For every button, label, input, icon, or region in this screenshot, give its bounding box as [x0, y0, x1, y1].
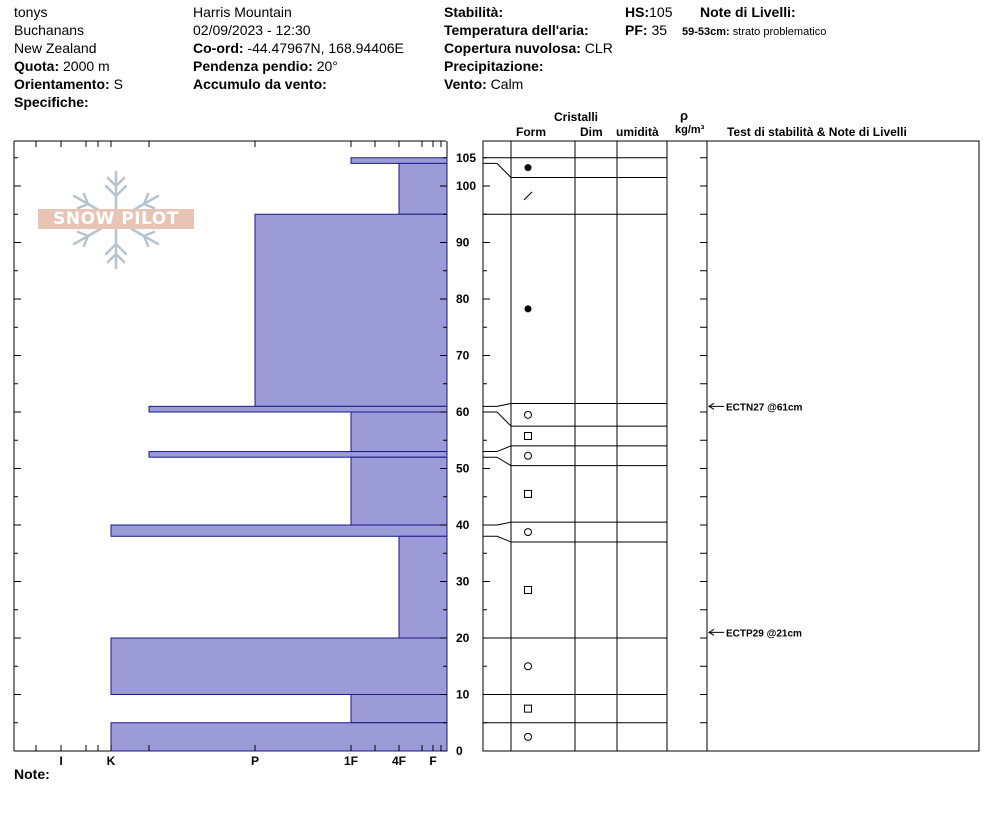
hardness-bar-4 — [351, 412, 447, 452]
hs-label: HS: — [625, 4, 650, 20]
layer-note-range: 59-53cm: — [682, 26, 730, 38]
y-tick-label-40: 40 — [456, 518, 470, 532]
x-tick-label-4F: 4F — [391, 754, 407, 768]
density-symbol: ρ — [680, 108, 689, 123]
y-tick-label-0: 0 — [456, 744, 463, 758]
rounded-crystal-icon-3 — [525, 411, 532, 418]
faceted-crystal-icon-8 — [525, 586, 532, 593]
hardness-bar-1 — [399, 163, 447, 214]
slope-value: 20° — [316, 58, 338, 74]
rounded-crystal-icon-9 — [525, 663, 532, 670]
y-tick-label-105: 105 — [456, 150, 477, 165]
country: New Zealand — [14, 40, 97, 56]
decomposing-crystal-icon-1 — [524, 192, 532, 200]
stability-label: Stabilità: — [444, 4, 504, 20]
x-tick-label-F: F — [429, 754, 437, 768]
wind-loading-label: Accumulo da vento: — [193, 76, 327, 92]
x-tick-label-I: I — [59, 754, 63, 768]
hs-value: 105 — [649, 4, 673, 20]
y-tick-label-30: 30 — [456, 574, 470, 589]
hardness-bar-5 — [149, 452, 447, 458]
rounded-crystal-icon-5 — [525, 452, 532, 459]
rounded-crystal-icon-7 — [525, 529, 532, 536]
hardness-bar-10 — [351, 695, 447, 723]
hardness-bar-8 — [399, 536, 447, 638]
faceted-crystal-icon-10 — [525, 705, 532, 712]
cloud-cover-value: CLR — [584, 40, 613, 56]
wind-label: Vento: — [444, 76, 487, 92]
aspect-value: S — [113, 76, 123, 92]
elevation-value: 2000 m — [63, 58, 110, 74]
specifics-label: Specifiche: — [14, 94, 89, 110]
logo-text: SNOW PILOT — [38, 209, 194, 229]
hardness-bar-11 — [111, 723, 447, 751]
crystal-connector-5 — [483, 446, 511, 452]
cloud-cover-label: Copertura nuvolosa: — [444, 40, 581, 56]
tests-header: Test di stabilità & Note di Livelli — [727, 125, 907, 139]
hardness-bar-7 — [111, 525, 447, 536]
faceted-crystal-icon-6 — [525, 490, 532, 497]
x-tick-label-P: P — [250, 754, 260, 768]
hardness-bar-6 — [351, 457, 447, 525]
crystal-connector-1 — [483, 163, 511, 177]
x-tick-label-1F: 1F — [343, 754, 359, 768]
density-unit: kg/m³ — [675, 124, 705, 136]
precipitation-label: Precipitazione: — [444, 58, 544, 74]
aspect-label: Orientamento: — [14, 76, 110, 92]
graupel-crystal-icon-0 — [525, 164, 532, 171]
x-tick-label-K: K — [106, 754, 116, 768]
y-tick-label-100: 100 — [456, 179, 477, 193]
layer-note-text: strato problematico — [732, 26, 827, 38]
hardness-bar-2 — [255, 214, 447, 406]
air-temp-label: Temperatura dell'aria: — [444, 22, 589, 38]
y-tick-label-10: 10 — [456, 687, 470, 702]
pf-label: PF: — [625, 22, 648, 38]
test-label-1: ECTP29 @21cm — [726, 628, 802, 640]
hardness-bar-9 — [111, 638, 447, 695]
faceted-crystal-icon-4 — [525, 433, 532, 440]
hardness-bar-3 — [149, 406, 447, 412]
crystal-connector-6 — [483, 457, 511, 465]
notes-label: Note: — [14, 766, 50, 782]
crystal-connector-3 — [483, 404, 511, 407]
rounded-crystal-icon-11 — [525, 733, 532, 740]
y-tick-label-50: 50 — [456, 461, 470, 476]
hardness-bar-0 — [351, 158, 447, 164]
graupel-crystal-icon-2 — [525, 305, 532, 312]
crystal-connector-4 — [483, 412, 511, 426]
form-header: Form — [516, 125, 546, 139]
observer-name: tonys — [14, 4, 48, 20]
y-tick-label-60: 60 — [456, 405, 470, 419]
wind-value: Calm — [490, 76, 524, 92]
coordinates-label: Co-ord: — [193, 40, 244, 56]
crystal-connector-8 — [483, 536, 511, 542]
moisture-header: umidità — [616, 125, 659, 139]
crystals-header: Cristalli — [554, 110, 599, 124]
observation-datetime: 02/09/2023 - 12:30 — [193, 22, 311, 38]
mountain-range: Buchanans — [14, 22, 85, 38]
y-tick-label-90: 90 — [456, 235, 470, 250]
y-tick-label-20: 20 — [456, 631, 470, 645]
slope-label: Pendenza pendio: — [193, 58, 313, 74]
pf-value: 35 — [651, 22, 668, 38]
y-tick-label-80: 80 — [456, 292, 470, 306]
elevation-label: Quota: — [14, 58, 60, 74]
layer-notes-label: Note di Livelli: — [700, 4, 796, 20]
dim-header: Dim — [580, 125, 603, 139]
y-tick-label-70: 70 — [456, 348, 470, 363]
crystal-connector-7 — [483, 522, 511, 525]
coordinates-value: -44.47967N, 168.94406E — [247, 40, 404, 56]
test-label-0: ECTN27 @61cm — [726, 402, 803, 414]
location-name: Harris Mountain — [193, 4, 292, 20]
